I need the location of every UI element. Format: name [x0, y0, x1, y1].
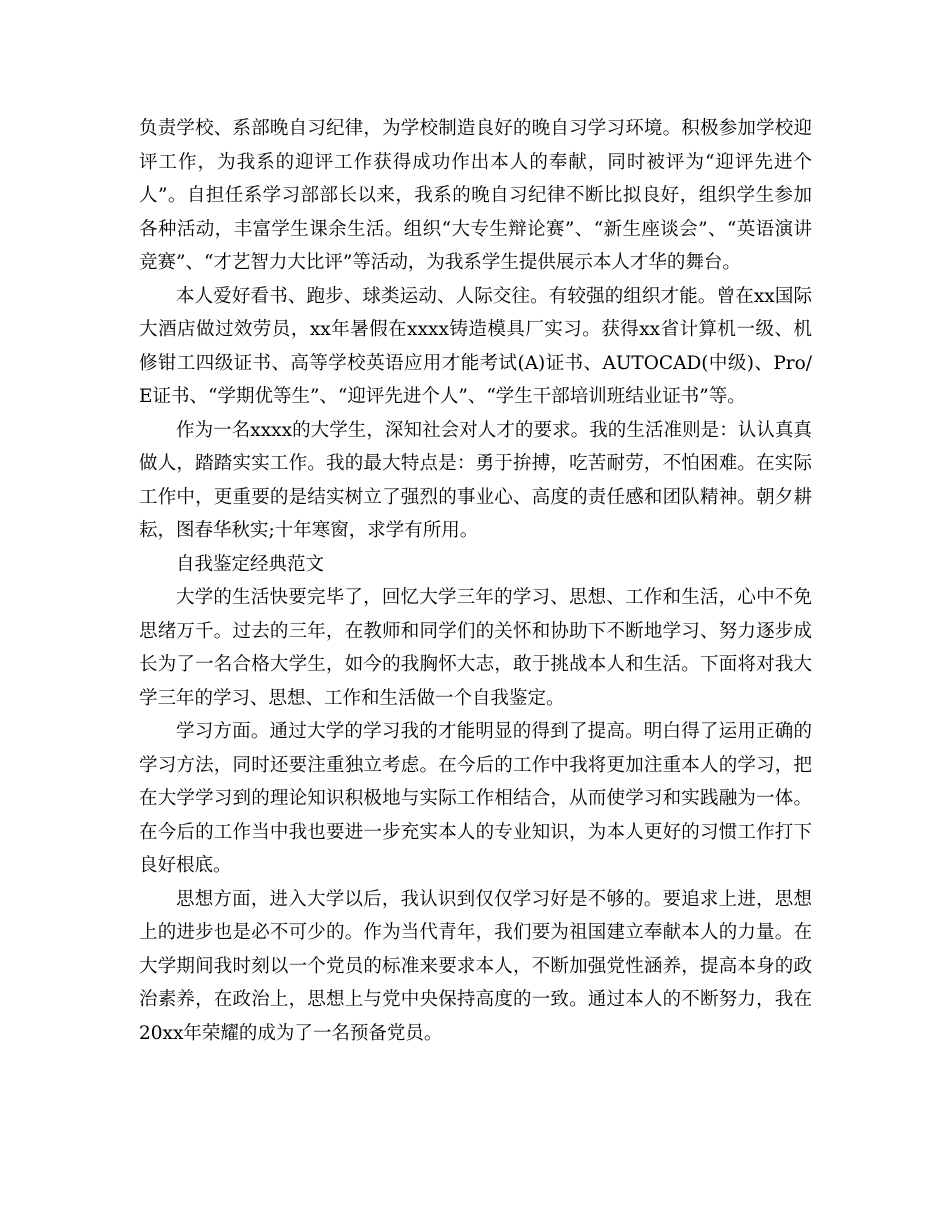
section-heading: 自我鉴定经典范文	[176, 553, 325, 575]
paragraph-life-principles: 作为一名xxxx的大学生，深知社会对人才的要求。我的生活准则是：认认真真做人，踏踏实实工作。我的最大特点是：勇于拚搏，吃苦耐劳，不怕困难。在实际工作中，更重要的是结实树立了强烈的事业心、高度的责任感和团队精神。朝夕耕耘，图春华秋实;十年寒窗，求学有所用。	[139, 419, 812, 541]
paragraph-thought: 思想方面，进入大学以后，我认识到仅仅学习好是不够的。要追求上进，思想上的进步也是必不可少的。作为当代青年，我们要为祖国建立奉献本人的力量。在大学期间我时刻以一个党员的标准来要求本人，不断加强党性涵养，提高本身的政治素养，在政治上，思想上与党中央保持高度的一致。通过本人的不断努力，我在20xx年荣耀的成为了一名预备党员。	[139, 888, 812, 1044]
paragraph-study: 学习方面。通过大学的学习我的才能明显的得到了提高。明白得了运用正确的学习方法，同时还要注重独立考虑。在今后的工作中我将更加注重本人的学习，把在大学学习到的理论知识积极地与实际工作相结合，从而使学习和实践融为一体。在今后的工作当中我也要进一步充实本人的专业知识，为本人更好的习惯工作打下良好根底。	[139, 721, 812, 876]
document-body	[139, 112, 812, 1050]
paragraph-hobbies-certificates: 本人爱好看书、跑步、球类运动、人际交往。有较强的组织才能。曾在xx国际大酒店做过效劳员，xx年暑假在xxxx铸造模具厂实习。获得xx省计算机一级、机修钳工四级证书、高等学校英语应用才能考试(A)证书、AUTOCAD(中级)、Pro/E证书、“学期优等生”、“迎评先进个人”、“学生干部培训班结业证书”等。	[139, 285, 812, 407]
paragraph-introduction: 大学的生活快要完毕了，回忆大学三年的学习、思想、工作和生活，心中不免思绪万千。过去的三年，在教师和同学们的关怀和协助下不断地学习、努力逐步成长为了一名合格大学生，如今的我胸怀大志，敢于挑战本人和生活。下面将对我大学三年的学习、思想、工作和生活做一个自我鉴定。	[139, 587, 812, 709]
paragraph-student-work: 负责学校、系部晚自习纪律，为学校制造良好的晚自习学习环境。积极参加学校迎评工作，为我系的迎评工作获得成功作出本人的奉献，同时被评为“迎评先进个人”。自担任系学习部部长以来，我系的晚自习纪律不断比拟良好，组织学生参加各种活动，丰富学生课余生活。组织“大专生辩论赛”、“新生座谈会”、“英语演讲竞赛”、“才艺智力大比评”等活动，为我系学生提供展示本人才华的舞台。	[139, 118, 812, 273]
